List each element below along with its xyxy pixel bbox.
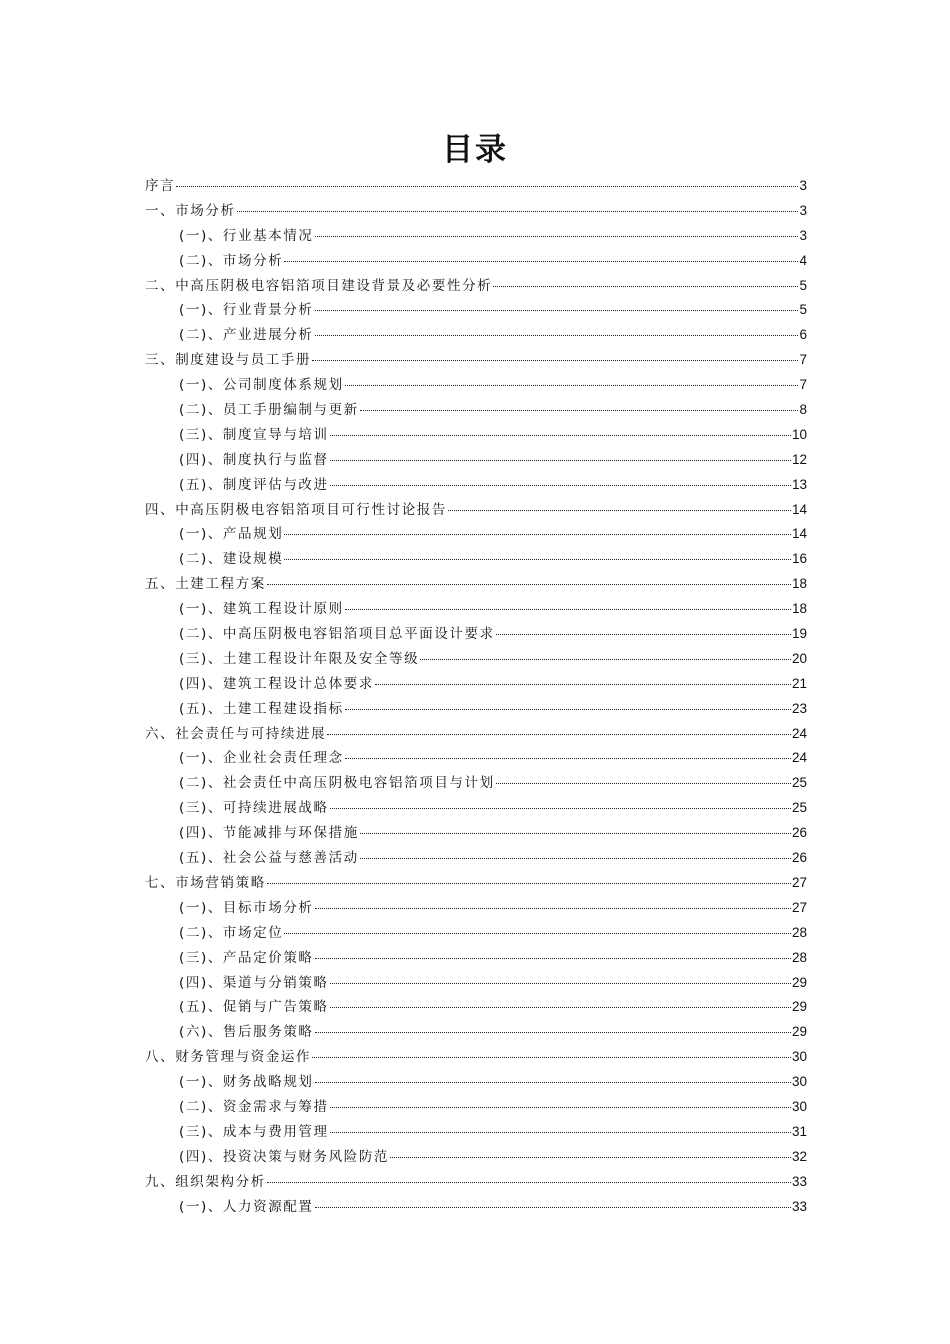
toc-entry-label: (四)、建筑工程设计总体要求	[179, 675, 374, 692]
toc-dot-leader	[267, 578, 791, 585]
toc-page-number: 27	[791, 874, 807, 890]
toc-dot-leader	[496, 628, 791, 635]
toc-entry-label: (五)、制度评估与改进	[179, 476, 329, 493]
toc-entry-label: (三)、可持续进展战略	[179, 800, 329, 817]
toc-section-entry[interactable]	[145, 1020, 807, 1045]
toc-dot-leader	[375, 678, 791, 685]
toc-dot-leader	[315, 329, 799, 336]
toc-section-entry[interactable]	[145, 398, 807, 423]
toc-entry-label: (三)、成本与费用管理	[179, 1123, 329, 1140]
toc-section-entry[interactable]	[145, 995, 807, 1020]
toc-page-number: 24	[791, 750, 807, 766]
toc-page-number: 3	[799, 178, 807, 193]
toc-chapter-entry[interactable]	[145, 174, 807, 199]
toc-entry-label: (三)、制度宣导与培训	[179, 426, 329, 443]
toc-page-number: 4	[799, 252, 807, 268]
toc-section-entry[interactable]	[145, 448, 807, 473]
toc-page-number: 30	[791, 1074, 807, 1090]
toc-entry-label: 二、中高压阴极电容铝箔项目建设背景及必要性分析	[145, 277, 493, 294]
toc-dot-leader	[496, 777, 791, 784]
toc-dot-leader	[360, 404, 799, 411]
toc-entry-label: (四)、渠道与分销策略	[179, 974, 329, 991]
toc-dot-leader	[312, 354, 798, 361]
toc-section-entry[interactable]	[145, 224, 807, 249]
toc-page-number: 10	[791, 426, 807, 442]
toc-dot-leader	[284, 255, 798, 262]
toc-page-number: 19	[791, 626, 807, 642]
toc-chapter-entry[interactable]	[145, 199, 807, 224]
toc-page-number: 18	[791, 576, 807, 592]
toc-dot-leader	[284, 553, 791, 560]
toc-dot-leader	[330, 1126, 791, 1133]
toc-dot-leader	[330, 1101, 791, 1108]
toc-page-number: 30	[791, 1049, 807, 1065]
toc-entry-label: (二)、产业进展分析	[179, 327, 314, 344]
toc-entry-label: (四)、节能减排与环保措施	[179, 825, 359, 842]
toc-page-number: 33	[791, 1173, 807, 1189]
toc-section-entry[interactable]	[145, 547, 807, 572]
toc-section-entry[interactable]	[145, 672, 807, 697]
toc-dot-leader	[330, 802, 791, 809]
toc-section-entry[interactable]	[145, 1070, 807, 1095]
toc-page-number: 28	[791, 949, 807, 965]
toc-dot-leader	[312, 1051, 791, 1058]
toc-section-entry[interactable]	[145, 373, 807, 398]
toc-entry-label: (一)、目标市场分析	[179, 899, 314, 916]
toc-entry-label: 五、土建工程方案	[145, 576, 266, 593]
toc-entry-label: 七、市场营销策略	[145, 874, 266, 891]
toc-page-number: 16	[791, 551, 807, 567]
toc-page-number: 8	[799, 402, 807, 418]
toc-page-number: 26	[791, 850, 807, 866]
toc-chapter-entry[interactable]	[145, 348, 807, 373]
toc-section-entry[interactable]	[145, 821, 807, 846]
toc-dot-leader	[390, 1151, 791, 1158]
toc-section-entry[interactable]	[145, 647, 807, 672]
toc-entry-label: 一、市场分析	[145, 202, 236, 219]
toc-entry-label: (三)、土建工程设计年限及安全等级	[179, 650, 420, 667]
toc-entry-label: 六、社会责任与可持续进展	[145, 725, 327, 742]
toc-dot-leader	[360, 852, 791, 859]
toc-entry-label: 八、财务管理与资金运作	[145, 1049, 312, 1066]
toc-page-number: 3	[799, 227, 807, 243]
toc-page-number: 33	[791, 1198, 807, 1214]
toc-section-entry[interactable]	[145, 946, 807, 971]
toc-entry-label: (一)、行业背景分析	[179, 302, 314, 319]
toc-page-number: 24	[791, 725, 807, 741]
toc-dot-leader	[360, 827, 791, 834]
toc-entry-label: (三)、产品定价策略	[179, 949, 314, 966]
toc-entry-label: (一)、财务战略规划	[179, 1074, 314, 1091]
toc-section-entry[interactable]	[145, 1195, 807, 1220]
toc-page-number: 7	[799, 377, 807, 393]
toc-section-entry[interactable]	[145, 697, 807, 722]
toc-dot-leader	[330, 454, 791, 461]
toc-dot-leader	[176, 180, 798, 187]
toc-dot-leader	[267, 877, 791, 884]
toc-dot-leader	[330, 977, 791, 984]
toc-dot-leader	[267, 1176, 791, 1183]
toc-section-entry[interactable]	[145, 896, 807, 921]
toc-page-number: 21	[791, 675, 807, 691]
toc-entry-label: (一)、公司制度体系规划	[179, 377, 344, 394]
toc-entry-label: (五)、土建工程建设指标	[179, 700, 344, 717]
toc-entry-label: (二)、中高压阴极电容铝箔项目总平面设计要求	[179, 626, 495, 643]
toc-section-entry[interactable]	[145, 1145, 807, 1170]
toc-page-number: 27	[791, 899, 807, 915]
toc-entry-label: (二)、社会责任中高压阴极电容铝箔项目与计划	[179, 775, 495, 792]
toc-section-entry[interactable]	[145, 597, 807, 622]
toc-dot-leader	[284, 528, 791, 535]
toc-page-number: 29	[791, 974, 807, 990]
toc-page-number: 6	[799, 327, 807, 343]
toc-entry-label: (一)、行业基本情况	[179, 227, 314, 244]
toc-section-entry[interactable]	[145, 746, 807, 771]
toc-section-entry[interactable]	[145, 1095, 807, 1120]
toc-page-number: 32	[791, 1148, 807, 1164]
toc-dot-leader	[327, 728, 791, 735]
toc-entry-label: (一)、产品规划	[179, 526, 284, 543]
toc-chapter-entry[interactable]	[145, 871, 807, 896]
toc-chapter-entry[interactable]	[145, 498, 807, 523]
toc-page-number: 7	[799, 352, 807, 368]
toc-page-number: 20	[791, 650, 807, 666]
toc-entry-label: (五)、促销与广告策略	[179, 999, 329, 1016]
toc-page-number: 30	[791, 1098, 807, 1114]
toc-section-entry[interactable]	[145, 921, 807, 946]
toc-dot-leader	[330, 429, 791, 436]
toc-dot-leader	[330, 479, 791, 486]
toc-entry-label: (二)、建设规模	[179, 551, 284, 568]
toc-entry-label: (四)、制度执行与监督	[179, 451, 329, 468]
toc-chapter-entry[interactable]	[145, 1170, 807, 1195]
toc-entry-label: (二)、市场定位	[179, 924, 284, 941]
toc-page-number: 23	[791, 700, 807, 716]
toc-page-number: 5	[799, 302, 807, 318]
toc-page-number: 25	[791, 775, 807, 791]
toc-dot-leader	[315, 304, 799, 311]
toc-entry-label: 九、组织架构分析	[145, 1173, 266, 1190]
toc-section-entry[interactable]	[145, 971, 807, 996]
toc-page-number: 29	[791, 1024, 807, 1040]
toc-title: 目录	[442, 132, 508, 168]
toc-page-number: 14	[791, 501, 807, 517]
toc-dot-leader	[284, 927, 791, 934]
toc-entry-label: 四、中高压阴极电容铝箔项目可行性讨论报告	[145, 501, 447, 518]
toc-section-entry[interactable]	[145, 1120, 807, 1145]
toc-dot-leader	[345, 703, 791, 710]
toc-chapter-entry[interactable]	[145, 1045, 807, 1070]
toc-page-number: 13	[791, 476, 807, 492]
toc-entry-label: (一)、建筑工程设计原则	[179, 601, 344, 618]
toc-dot-leader	[420, 653, 791, 660]
toc-entry-label: (六)、售后服务策略	[179, 1024, 314, 1041]
toc-section-entry[interactable]	[145, 622, 807, 647]
toc-dot-leader	[315, 1076, 791, 1083]
toc-dot-leader	[315, 230, 799, 237]
toc-entry-label: (二)、员工手册编制与更新	[179, 402, 359, 419]
toc-section-entry[interactable]	[145, 323, 807, 348]
toc-page-number: 26	[791, 825, 807, 841]
toc-section-entry[interactable]	[145, 846, 807, 871]
toc-page-number: 3	[799, 202, 807, 218]
toc-page-number: 18	[791, 601, 807, 617]
toc-page-number: 12	[791, 451, 807, 467]
toc-section-entry[interactable]	[145, 298, 807, 323]
toc-entry-label: (一)、企业社会责任理念	[179, 750, 344, 767]
toc-chapter-entry[interactable]	[145, 572, 807, 597]
toc-chapter-entry[interactable]	[145, 722, 807, 747]
toc-entry-label: (五)、社会公益与慈善活动	[179, 850, 359, 867]
toc-page-number: 14	[791, 526, 807, 542]
toc-page-number: 25	[791, 800, 807, 816]
toc-entry-label: (一)、人力资源配置	[179, 1198, 314, 1215]
toc-dot-leader	[315, 1026, 791, 1033]
toc-page-number: 5	[799, 277, 807, 293]
toc-dot-leader	[237, 205, 799, 212]
toc-entry-label: (四)、投资决策与财务风险防范	[179, 1148, 390, 1165]
toc-dot-leader	[493, 280, 798, 287]
toc-entry-label: (二)、资金需求与筹措	[179, 1098, 329, 1115]
toc-section-entry[interactable]	[145, 249, 807, 274]
toc-entry-label: 三、制度建设与员工手册	[145, 352, 312, 369]
toc-dot-leader	[345, 752, 791, 759]
toc-section-entry[interactable]	[145, 522, 807, 547]
toc-dot-leader	[345, 379, 799, 386]
toc-entry-label: 序言	[145, 178, 176, 194]
toc-dot-leader	[345, 603, 791, 610]
toc-page-number: 31	[791, 1123, 807, 1139]
toc-section-entry[interactable]	[145, 473, 807, 498]
toc-dot-leader	[315, 902, 791, 909]
toc-dot-leader	[315, 1201, 791, 1208]
toc-dot-leader	[330, 1001, 791, 1008]
toc-entry-label: (二)、市场分析	[179, 252, 284, 269]
toc-dot-leader	[315, 952, 791, 959]
toc-page-number: 29	[791, 999, 807, 1015]
toc-chapter-entry[interactable]	[145, 274, 807, 299]
toc-list	[145, 174, 807, 1219]
toc-section-entry[interactable]	[145, 423, 807, 448]
toc-page-number: 28	[791, 924, 807, 940]
toc-section-entry[interactable]	[145, 771, 807, 796]
toc-dot-leader	[448, 504, 791, 511]
toc-section-entry[interactable]	[145, 796, 807, 821]
